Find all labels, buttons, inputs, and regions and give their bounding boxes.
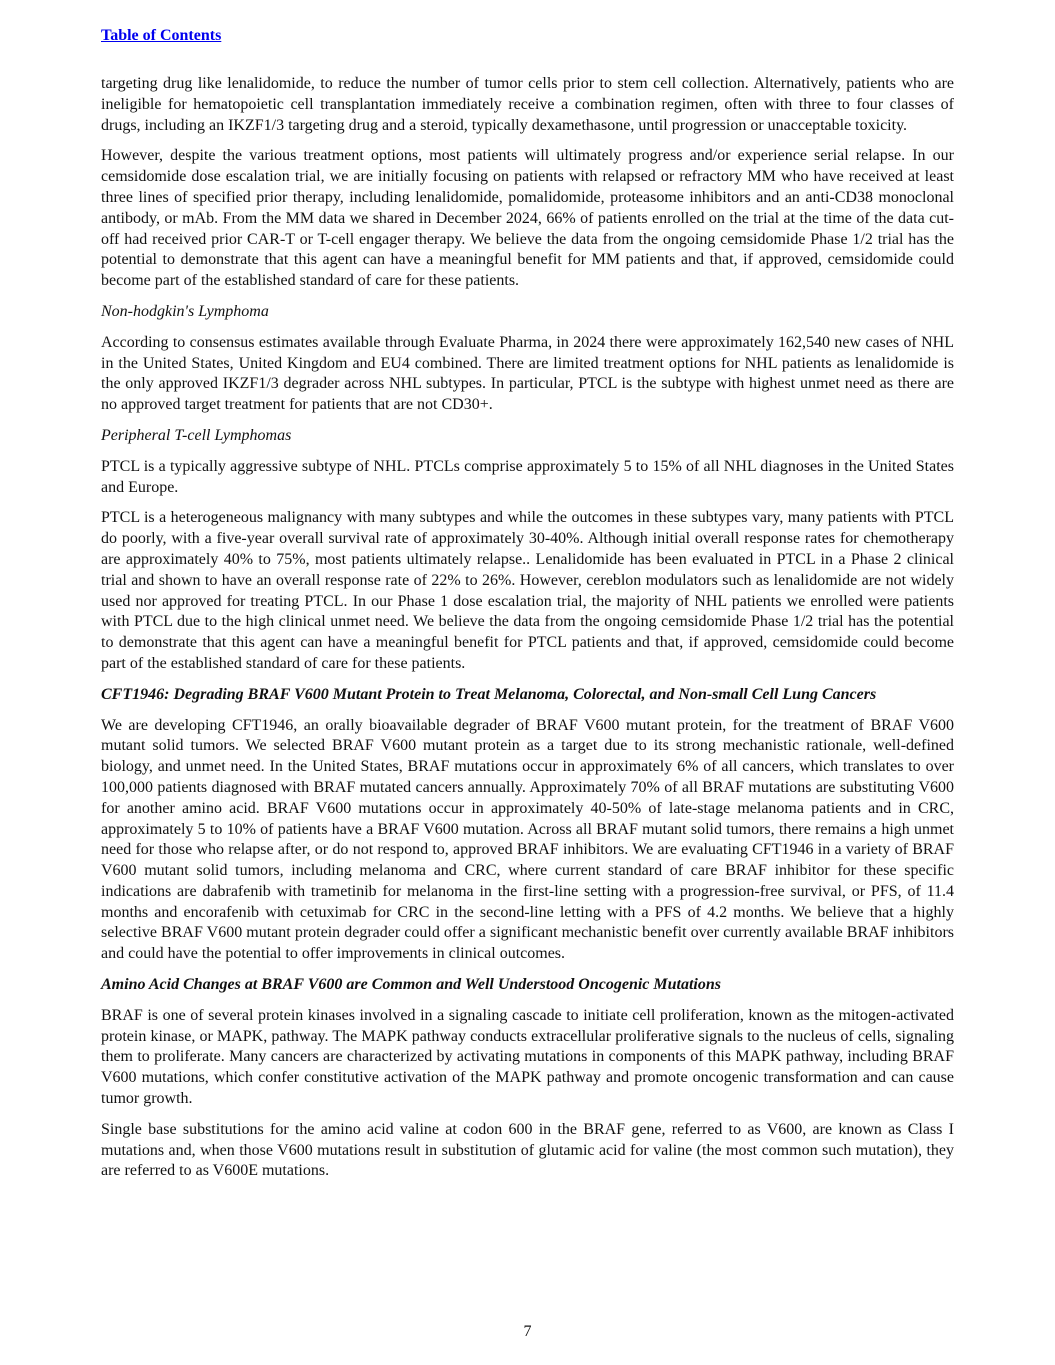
paragraph-v600-mutations: Single base substitutions for the amino acid valine at codon 600 in the BRAF gene, referred to as V600, are known as Class I mutations and, when those V600 mutations result in substitution of glutamic acid for valine (the most common such mutation), they are referred to as V600E mutations.	[101, 1120, 954, 1180]
paragraph-cft1946: We are developing CFT1946, an orally bioavailable degrader of BRAF V600 mutant protein, for the treatment of BRAF V600 mutant solid tumors. We selected BRAF V600 mutant protein as a target due to its strong mechanistic rationale, well-defined biology, and unmet need. In the United States, BRAF mutations occur in approximately 6% of all cancers, which translates to over 100,000 patients diagnosed with BRAF mutated cancers annually. Approximately 70% of all BRAF mutations are substituting V600 for another amino acid. BRAF V600 mutations occur in approximately 40-50% of late-stage melanoma patients and in CRC, approximately 5 to 10% of patients have a BRAF V600 mutation. Across all BRAF mutant solid tumors, there remains a high unmet need for those who relapse after, or do not respond to, approved BRAF inhibitors. We are evaluating CFT1946 in a variety of BRAF V600 mutant solid tumors, including melanoma and CRC, where current standard of care BRAF inhibitor for these specific indications are dabrafenib with trametinib for melanoma in the first-line setting with a progression-free survival, or PFS, of 11.4 months and encorafenib with cetuximab for CRC in the second-line letting with a PFS of 4.2 months. We believe that a highly selective BRAF V600 mutant protein degrader could offer a significant mechanistic benefit over currently available BRAF inhibitors and could have the potential to offer improvements in clinical outcomes.	[101, 716, 954, 963]
paragraph-mm-treatment: targeting drug like lenalidomide, to reduce the number of tumor cells prior to stem cell collection. Alternatively, patients who are ineligible for hematopoietic cell transplantation immediately receive a combination regimen, often with three to four classes of drugs, including an IKZF1/3 targeting drug and a steroid, typically dexamethasone, until progression or unacceptable toxicity.	[101, 75, 954, 134]
document-body	[101, 74, 954, 1192]
paragraph-ptcl-intro: PTCL is a typically aggressive subtype of NHL. PTCLs comprise approximately 5 to 15% of all NHL diagnoses in the United States and Europe.	[101, 457, 954, 496]
heading-amino-acid-changes: Amino Acid Changes at BRAF V600 are Common and Well Understood Oncogenic Mutations	[101, 976, 721, 994]
paragraph-mm-relapse: However, despite the various treatment options, most patients will ultimately progress and/or experience serial relapse. In our cemsidomide dose escalation trial, we are initially focusing on patients with relapsed or refractory MM who have received at least three lines of specified prior therapy, including lenalidomide, pomalidomide, proteasome inhibitors and an anti-CD38 monoclonal antibody, or mAb. From the MM data we shared in December 2024, 66% of patients enrolled on the trial at the time of the data cut-off had received prior CAR-T or T-cell engager therapy. We believe the data from the ongoing cemsidomide Phase 1/2 trial has the potential to demonstrate that this agent can have a meaningful benefit for MM patients and that, if approved, cemsidomide could become part of the established standard of care for these patients.	[101, 147, 954, 290]
page-number: 7	[523, 1323, 532, 1340]
subheading-ptcl: Peripheral T-cell Lymphomas	[101, 426, 292, 444]
subheading-nhl: Non-hodgkin's Lymphoma	[101, 302, 269, 320]
paragraph-braf-mapk: BRAF is one of several protein kinases involved in a signaling cascade to initiate cell proliferation, known as the mitogen-activated protein kinase, or MAPK, pathway. The MAPK pathway conducts extracellular proliferative signals to the nucleus of cells, signaling them to proliferate. Many cancers are characterized by activating mutations in components of this MAPK pathway, including BRAF V600 mutations, which confer constitutive activation of the MAPK pathway and promote oncogenic transformation and can cause tumor growth.	[101, 1006, 954, 1108]
paragraph-nhl: According to consensus estimates available through Evaluate Pharma, in 2024 there were approximately 162,540 new cases of NHL in the United States, United Kingdom and EU4 combined. There are limited treatment options for NHL patients as lenalidomide is the only approved IKZF1/3 degrader across NHL subtypes. In particular, PTCL is the subtype with highest unmet need as there are no approved target treatment for patients that are not CD30+.	[101, 333, 954, 414]
paragraph-ptcl-detail: PTCL is a heterogeneous malignancy with many subtypes and while the outcomes in these subtypes vary, many patients with PTCL do poorly, with a five-year overall survival rate of approximately 30-40%. Although initial overall response rates for chemotherapy are approximately 40% to 75%, most patients ultimately relapse.. Lenalidomide has been evaluated in PTCL in a Phase 2 clinical trial and shown to have an overall response rate of 22% to 26%. However, cereblon modulators such as lenalidomide are not widely used nor approved for treating PTCL. In our Phase 1 dose escalation trial, the majority of NHL patients we enrolled were patients with PTCL due to the high clinical unmet need. We believe the data from the ongoing cemsidomide Phase 1/2 trial has the potential to demonstrate that this agent can have a meaningful benefit for PTCL patients and that, if approved, cemsidomide could become part of the established standard of care for these patients.	[101, 509, 954, 672]
table-of-contents-link[interactable]: Table of Contents	[101, 27, 222, 44]
heading-cft1946: CFT1946: Degrading BRAF V600 Mutant Protein to Treat Melanoma, Colorectal, and Non-small Cell Lung Cancers	[101, 685, 877, 703]
